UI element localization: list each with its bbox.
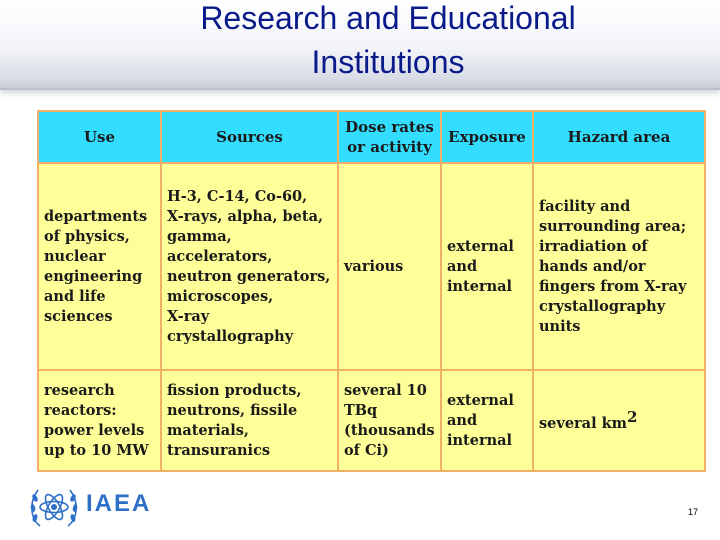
- page-number: 17: [688, 507, 699, 517]
- cell-dose: various: [338, 163, 441, 370]
- cell-use: departments of physics, nuclear engineering and life sciences: [38, 163, 161, 370]
- cell-dose: several 10 TBq (thousands of Ci): [338, 370, 441, 471]
- cell-sources: fission products, neutrons, fissile materials, transuranics: [161, 370, 338, 471]
- slide-header: [0, 0, 720, 90]
- table-header-row: [38, 111, 705, 163]
- cell-hazard: facility and surrounding area; irradiation of hands and/or fingers from X-ray crystallography units: [533, 163, 705, 370]
- slide-title: [0, 0, 720, 84]
- institutions-table: [37, 110, 706, 472]
- iaea-logo-text: IAEA: [86, 490, 152, 517]
- hazard-superscript: 2: [627, 408, 638, 427]
- slide-title-line-1: Research and Educational: [200, 0, 576, 36]
- table-row: [38, 370, 705, 471]
- header-exposure: Exposure: [441, 111, 533, 163]
- cell-exposure: external and internal: [441, 370, 533, 471]
- cell-hazard: [533, 370, 705, 471]
- slide-title-line-2: Institutions: [311, 44, 465, 80]
- header-hazard-area: Hazard area: [533, 111, 705, 163]
- cell-use: research reactors: power levels up to 10 MW: [38, 370, 161, 471]
- table-row: [38, 163, 705, 370]
- hazard-text: several km: [539, 415, 628, 433]
- cell-exposure: external and internal: [441, 163, 533, 370]
- header-sources: Sources: [161, 111, 338, 163]
- header-use: Use: [38, 111, 161, 163]
- cell-sources: H-3, C-14, Co-60, X-rays, alpha, beta, gamma, accelerators, neutron generators, microscopes, X-ray crystallography: [161, 163, 338, 370]
- header-dose-rates: Dose rates or activity: [338, 111, 441, 163]
- iaea-atom-laurel-icon: [26, 482, 82, 532]
